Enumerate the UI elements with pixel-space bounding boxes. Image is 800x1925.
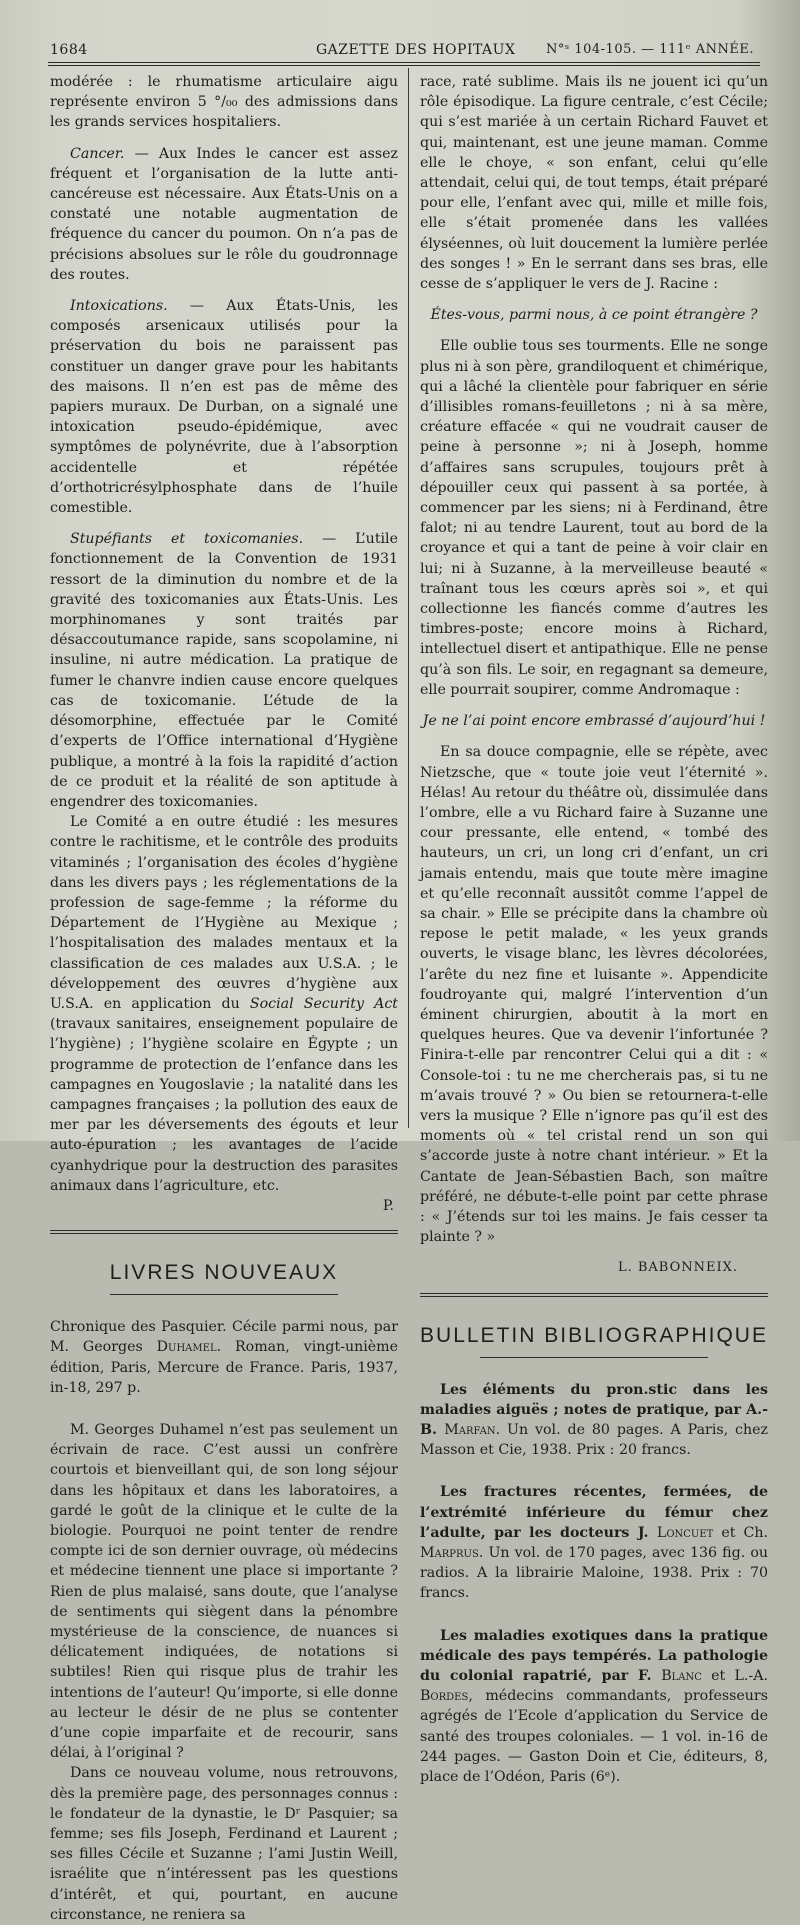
committee-text: Le Comité a en outre étudié : les mesures contre le rachitisme, et le contrôle des produits vitaminés ; l’organisation des écoles d’hygiène dans les divers pays ; les réglementations de la profession de sage-femme ; la réforme du Département de l’Hygiène au Mexique ; l’hospitalisation des malades mentaux et la classification de ces malades aux U.S.A. ; le développement des œuvres d’hygiène aux U.S.A. en application du [50, 814, 398, 1012]
section-title-bulletin: BULLETIN BIBLIOGRAPHIQUE [420, 1323, 768, 1347]
bibliography-connector: et Ch. [713, 1524, 768, 1541]
review-paragraph-2: Dans ce nouveau volume, nous retrouvons, dès la première page, des personnages connus : le fondateur de la dynastie, le Dʳ Pasquier; sa femme; ses fils Joseph, Ferdinand et Laurent ; ses filles Cécile et Suzanne ; l’ami Justin Weill, israélite que n’intéressent pas les questions d’intérêt, et qui, pourtant, en aucune circonstance, ne reniera sa [50, 1765, 398, 1923]
journal-title: GAZETTE DES HOPITAUX [316, 42, 516, 58]
page-number: 1684 [50, 42, 88, 58]
stupefiants-paragraph [50, 529, 398, 812]
cancer-text: — Aux Indes le cancer est assez fréquent et l’organisation de la lutte anti-cancéreuse est nécessaire. Aux États-Unis on a constaté une notable augmentation de fréquence du cancer du poumon. On n’a pas de précisions absolues sur le rôle du goudronnage des routes. [50, 145, 398, 283]
cancer-heading: Cancer. [70, 145, 125, 162]
bibliography-details: , médecins commandants, professeurs agrégés de l’Ecole d’application du Service de santé des troupes coloniales. — 1 vol. in-16 de 244 pages. — Gaston Doin et Cie, éditeurs, 8, place de l’Odéon, Paris (6ᵉ). [420, 1688, 768, 1786]
committee-text-end: (travaux sanitaires, enseignement populaire de l’hygiène) ; l’hygiène scolaire en Égypte ; un programme de protection de l’enfance dans les campagnes en Yougoslavie ; la natalité dans les campagnes françaises ; la pollution des eaux de mer par les déversements des égouts et leur auto-épuration ; les avantages de l’acide cyanhydrique pour la destruction des parasites animaux dans l’agriculture, etc. [50, 1016, 398, 1194]
bibliography-details: . Un vol. de 80 pages. A Paris, chez Masson et Cie, 1938. Prix : 20 francs. [420, 1421, 768, 1459]
bibliography-title: Les éléments du pron․stic dans les maladies aiguës ; notes de pratique, par A.-B. [420, 1381, 768, 1438]
paragraph: modérée : le rhumatisme articulaire aigu représente environ 5 °/₀₀ des admissions dans les grands services hospitaliers. [50, 74, 398, 131]
book-reference-details: . Roman, vingt-unième édition, Paris, Mercure de France. Paris, 1937, in-18, 297 p. [50, 1339, 399, 1396]
right-column [420, 72, 768, 1787]
section-rule [50, 1230, 398, 1234]
bibliography-author: Loncuet [656, 1524, 714, 1541]
bibliography-title: Les fractures récentes, fermées, de l’extrémité inférieure du fémur chez l’adulte, par les docteurs J. [420, 1484, 768, 1541]
book-reference [50, 1317, 398, 1398]
intoxications-paragraph [50, 296, 398, 518]
bibliography-entry [420, 1626, 768, 1788]
review-signature: L. BABONNEIX. [617, 1260, 738, 1276]
review-paragraph-4: Elle oublie tous ses tourments. Elle ne songe plus ni à son père, grandiloquent et chimérique, qui a lâché la clientèle pour fabriquer en série d’illisibles romans-feuilletons ; ni à sa mère, créature effacée « qui ne voudrait causer de peine à personne »; ni à Joseph, homme d’affaires sans scrupules, toujours prêt à dépouiller ceux qui passent à sa portée, à commencer par les siens; ni à Ferdinand, être falot; ni au tendre Laurent, tout au bord de la croyance et qui a tant de peine à voir clair en lui; ni à Suzanne, à la merveilleuse beauté « traînant tous les cœurs après soi », et qui collectionne les fiancés comme d’autres les timbres-poste; encore moins à Richard, intellectuel disert et antipathique. Elle ne pense qu’à son fils. Le soir, en regagnant sa demeure, elle pourrait soupirer, comme Andromaque : [420, 338, 768, 698]
left-column [50, 72, 398, 1925]
intoxications-heading: Intoxications. [70, 298, 168, 315]
signer-initial: P. [382, 1197, 394, 1214]
bibliography-author: Marfan [444, 1421, 496, 1438]
bibliography-author: Bordes [420, 1688, 469, 1705]
review-paragraph-3: race, raté sublime. Mais ils ne jouent ici qu’un rôle épisodique. La figure centrale, c’est Cécile; qui s’est mariée à un certain Richard Fauvet et qui, maintenant, est une jeune maman. Comme elle le choye, « son enfant, celui qu’elle attendait, celui qui, de tout temps, était préparé pour elle, l’enfant avec qui, mille et mille fois, elle s’était promenée dans les vallées élyséennes, où luit doucement la lumière perlée des songes ! » En le serrant dans ses bras, elle cesse de s’appliquer le vers de J. Racine : [420, 74, 768, 293]
bibliography-connector: et L.-A. [701, 1668, 768, 1685]
stupefiants-text: — L’utile fonctionnement de la Convention de 1931 ressort de la diminution du nombre et de la gravité des toxicomanies aux États-Unis. Les morphinomanes y sont traités par désaccoutumance rapide, sans scopolamine, ni insuline, ni autre médication. La pratique de fumer le chanvre indien cause encore quelques cas de toxicomanie. L’étude de la désomorphine, effectuée par le Comité d’experts de l’Office international d’Hygiène publique, a montré à la fois la rapidité d’action de ce produit et la réalité de son aptitude à engendrer des toxicomanies. [50, 531, 398, 810]
section-title-livres: LIVRES NOUVEAUX [109, 1261, 339, 1285]
book-reference-text: Chronique des Pasquier. Cécile parmi nous, par M. Georges [50, 1319, 398, 1356]
page-header [48, 40, 760, 62]
review-paragraph-5: En sa douce compagnie, elle se répète, avec Nietzsche, que « toute joie veut l’éternité ». Hélas! Au retour du théâtre où, dissimulée dans l’ombre, elle a vu Richard faire à Suzanne une cour pressante, elle entend, « tombé des hauteurs, un cri, un long cri d’enfant, un cri jamais entendu, mais que toute mère imagine et qu’elle reconnaît aussitôt comme l’appel de sa chair. » Elle se précipite dans la chambre où repose le petit malade, « les yeux grands ouverts, le visage blanc, les lèvres décolorées, l’arête du nez fine et luisante ». Appendicite foudroyante qui, malgré l’intervention d’un éminent chirurgien, aboutit à la mort en quelques heures. Que va devenir l’infortunée ? Finira-t-elle par rencontrer Celui qui a dit : « Console-toi : tu ne me chercherais pas, si tu ne m’avais trouvé ? » Ou bien se retournera-t-elle vers la musique ? Elle n’ignore pas qu’il est des moments où « tel cristal rend un son qui s’accorde juste à notre chant intérieur. » Et la Cantate de Jean-Sébastien Bach, son maître préféré, ne débute-t-elle point par cette phrase : « J’étends sur toi les mains. Je fais cesser ta plainte ? » [420, 744, 768, 1246]
review-paragraph-1: M. Georges Duhamel n’est pas seulement un écrivain de race. C’est aussi un confrère courtois et bienveillant qui, de son long séjour dans les hôpitaux et dans les laboratoires, a gardé le goût de la clinique et le culte de la biologie. Pourquoi ne point tenter de rendre compte ici de son dernier ouvrage, où médecins et médecine tiennent une place si importante ? Rien de plus malaisé, sans doute, que l’analyse de sentiments qui siègent dans la pénombre mystérieuse de la conscience, de nuances si délicatement indiquées, de notations si subtiles! Rien qui risque plus de trahir les intentions de l’auteur! Qu’importe, si elle donne au lecteur le désir de ne plus se contenter d’une copie imparfaite et de recourir, sans délai, à l’original ? [50, 1421, 398, 1762]
book-author: Duhamel [156, 1339, 217, 1356]
intoxications-text: — Aux États-Unis, les composés arsenicaux utilisés pour la préservation du bois ne paraissent pas constituer un danger grave pour les habitants des maisons. Il n’en est pas de même des papiers muraux. De Durban, on a signalé une intoxication pseudo-épidémique, avec symptômes de polynévrite, due à l’absorption accidentelle et répétée d’orthotricrésylphosphate dans de l’huile comestible. [50, 298, 398, 517]
bibliography-author: Blanc [661, 1668, 702, 1685]
column-divider [408, 68, 409, 1128]
social-security-act: Social Security Act [249, 995, 398, 1012]
verse-quote-andromaque: Je ne l’ai point encore embrassé d’aujourd’hui ! [422, 713, 766, 730]
committee-paragraph [50, 812, 398, 1196]
bibliography-author: Marprus [420, 1545, 479, 1561]
issue-number: N°ˢ 104-105. — 111ᵉ ANNÉE. [545, 42, 754, 57]
verse-quote-racine: Étes-vous, parmi nous, à ce point étrangère ? [430, 307, 758, 324]
header-rule [48, 62, 760, 66]
bibliography-details: . Un vol. de 170 pages, avec 136 fig. ou radios. A la librairie Maloine, 1938. Prix : 70 francs. [420, 1545, 768, 1602]
bibliography-entry [420, 1380, 768, 1461]
section-rule [420, 1293, 768, 1297]
bibliography-title: Les maladies exotiques dans la pratique médicale des pays tempérés. La pathologie du colonial rapatrié, par F. [420, 1627, 768, 1685]
stupefiants-heading: Stupéfiants et toxicomanies. [70, 531, 304, 548]
cancer-paragraph [50, 144, 398, 285]
bibliography-entry [420, 1482, 768, 1603]
